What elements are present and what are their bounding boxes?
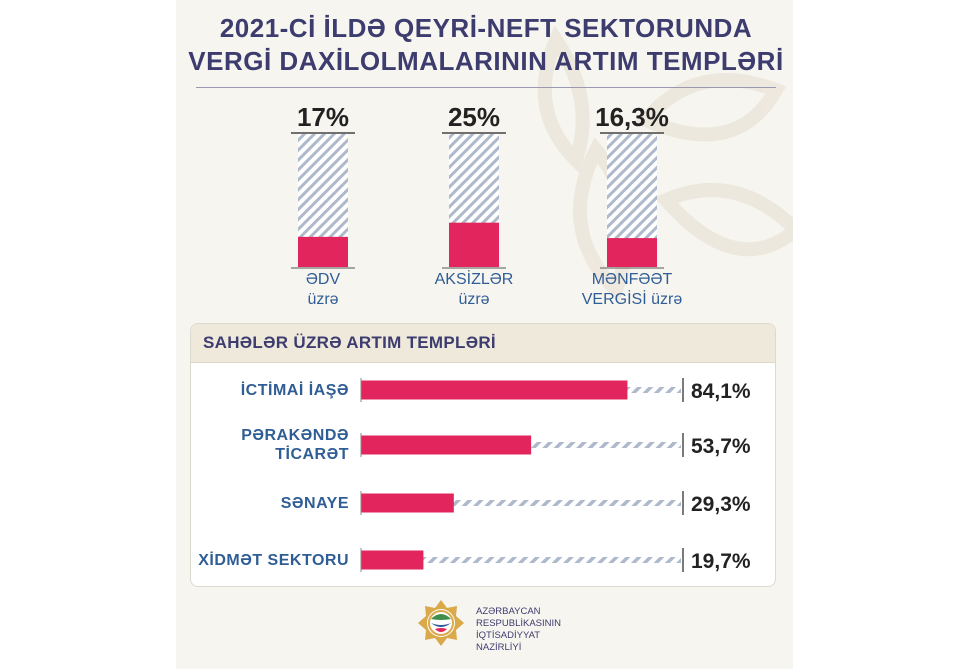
value-label: 53,7%	[691, 435, 751, 458]
ministry-name-line: AZƏRBAYCAN	[476, 606, 541, 617]
value-bar	[449, 223, 499, 267]
ministry-name-line: İQTİSADİYYAT	[476, 630, 541, 641]
value-label: 25%	[447, 102, 501, 132]
value-bar	[607, 238, 657, 267]
ministry-emblem-icon	[416, 598, 466, 648]
page-title	[186, 12, 786, 78]
ministry-name-line: RESPUBLİKASININ	[476, 618, 561, 629]
category-label	[243, 270, 403, 310]
sector-label-line: XİDMƏT SEKTORU	[198, 551, 349, 569]
category-label-line: VERGİSİ üzrə	[581, 291, 683, 308]
value-label: 16,3%	[595, 102, 669, 132]
sector-panel	[190, 323, 776, 587]
sector-label	[281, 494, 349, 513]
sector-label-line: TİCARƏT	[275, 446, 349, 463]
value-label: 17%	[296, 102, 350, 132]
tax-growth-chart	[176, 92, 793, 274]
infographic-poster	[176, 0, 793, 669]
sector-label	[241, 381, 349, 400]
category-label-line: üzrə	[458, 291, 490, 308]
sector-label	[241, 426, 349, 464]
ministry-name-line: NAZİRLİYİ	[476, 642, 522, 653]
sector-label-line: PƏRAKƏNDƏ	[241, 427, 349, 444]
value-bar	[361, 551, 423, 570]
title-divider	[196, 87, 776, 88]
category-label	[552, 270, 712, 310]
sector-label	[198, 551, 349, 570]
category-label-line: ƏDV	[305, 271, 341, 288]
sector-label-line: İCTİMAİ İAŞƏ	[240, 381, 349, 399]
value-bar	[361, 436, 531, 455]
title-line-2: VERGİ DAXİLOLMALARININ ARTIM TEMPLƏRİ	[188, 46, 784, 76]
sector-label-line: SƏNAYE	[280, 494, 349, 512]
category-label-line: AKSİZLƏR	[434, 271, 514, 288]
value-bar	[298, 237, 348, 267]
value-label: 19,7%	[691, 550, 751, 573]
category-label	[394, 270, 554, 310]
value-label: 29,3%	[691, 493, 751, 516]
category-label-line: üzrə	[307, 291, 339, 308]
ministry-name	[476, 606, 561, 654]
category-label-line: MƏNFƏƏT	[591, 271, 673, 288]
sector-panel-title: SAHƏLƏR ÜZRƏ ARTIM TEMPLƏRİ	[203, 333, 496, 352]
title-line-1: 2021-Cİ İLDƏ QEYRİ-NEFT SEKTORUNDA	[219, 13, 753, 43]
value-bar	[361, 494, 454, 513]
value-label: 84,1%	[691, 380, 751, 403]
value-bar	[361, 381, 627, 400]
